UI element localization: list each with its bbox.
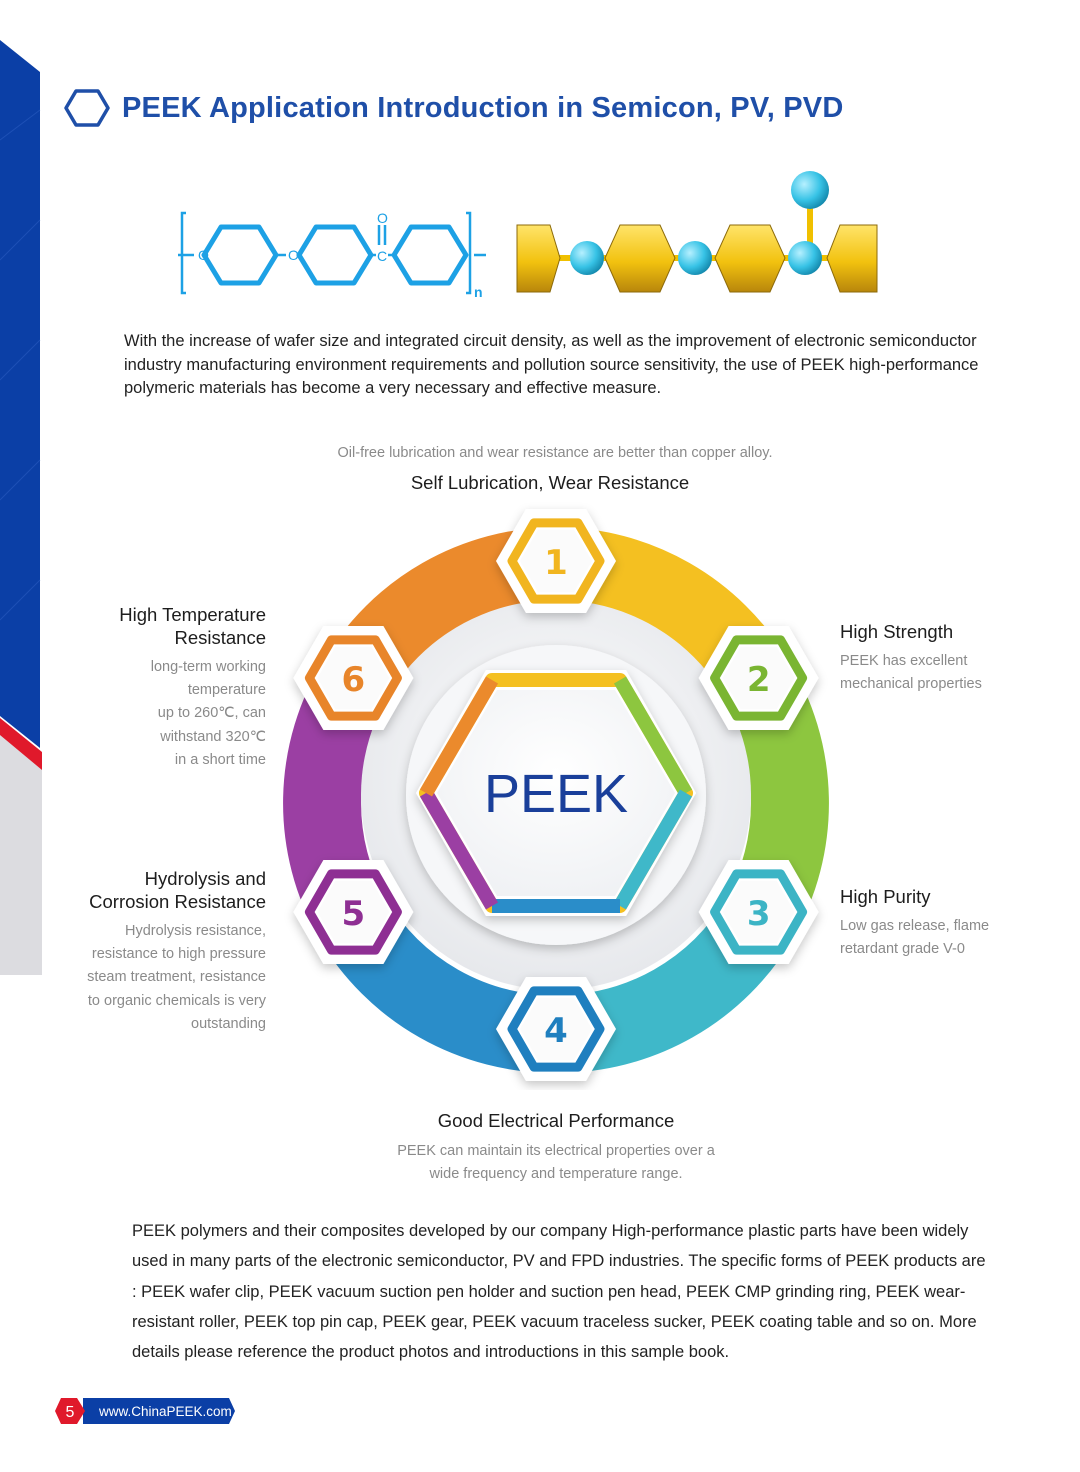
feature-3-number: 3 [746, 894, 771, 934]
feature-4-description [300, 1140, 812, 1186]
feature-2-desc-line: PEEK has excellent [840, 653, 968, 669]
atom-c: C [377, 248, 388, 264]
feature-4-desc-line: wide frequency and temperature range. [429, 1166, 683, 1183]
feature-2-title: High Strength [840, 621, 954, 642]
feature-5-number: 5 [341, 894, 366, 934]
feature-4-title: Good Electrical Performance [437, 1110, 675, 1131]
side-decoration-band [0, 0, 42, 980]
page-title: PEEK Application Introduction in Semicon, PV, PVD [122, 92, 844, 124]
page-number: 5 [65, 1404, 75, 1421]
feature-4-block [300, 1109, 812, 1186]
footer-badge [55, 1396, 240, 1426]
feature-6-number: 6 [341, 660, 366, 700]
atom-o-1: O [198, 247, 209, 263]
website-link[interactable]: www.ChinaPEEK.com [99, 1404, 232, 1419]
feature-5-desc-line: Hydrolysis resistance, [124, 923, 266, 939]
intro-paragraph: With the increase of wafer size and integrated circuit density, as well as the improvement of electronic semiconductor industry manufacturing environment requirements and pollution source sensitivity, the use of PEEK high-performance polymeric materials has become a very necessary and effective measure. [124, 332, 979, 397]
feature-5-block [60, 867, 266, 1036]
feature-5-title-line: Corrosion Resistance [89, 891, 266, 912]
subscript-n: n [474, 284, 483, 300]
feature-5-desc-line: to organic chemicals is very [87, 992, 266, 1009]
peek-chemical-formula [176, 205, 492, 300]
feature-2-block [840, 620, 1040, 696]
feature-1-description: Oil-free lubrication and wear resistance are better than copper alloy. [337, 445, 773, 461]
feature-3-title: High Purity [840, 886, 931, 907]
atom-o-3: O [377, 210, 388, 226]
feature-2-desc-line: mechanical properties [840, 676, 982, 693]
feature-2-description [840, 650, 1040, 696]
feature-3-desc-line: Low gas release, flame [840, 918, 990, 934]
feature-6-block [60, 603, 266, 772]
feature-4-number: 4 [544, 1011, 568, 1051]
feature-6-description [60, 656, 266, 772]
feature-5-title [60, 867, 266, 913]
feature-6-desc-line: in a short time [174, 751, 266, 768]
feature-2-number: 2 [746, 660, 771, 700]
feature-6-title-line: High Temperature [119, 604, 266, 625]
feature-5-description [60, 920, 266, 1036]
feature-3-description [840, 915, 1050, 961]
feature-4-desc-line: PEEK can maintain its electrical properties over a [397, 1143, 715, 1159]
feature-6-desc-line: up to 260℃, can [157, 705, 266, 722]
feature-5-desc-line: outstanding [191, 1015, 266, 1032]
feature-3-desc-line: retardant grade V-0 [840, 941, 965, 958]
feature-5-title-line: Hydrolysis and [144, 868, 266, 889]
molecular-model-image [515, 170, 880, 300]
feature-3-block [840, 885, 1050, 961]
feature-6-title [60, 603, 266, 649]
hexagon-outline-icon [64, 88, 110, 128]
peek-properties-diagram [270, 500, 850, 1090]
atom-o-2: O [288, 247, 299, 263]
feature-6-desc-line: withstand 320℃ [160, 728, 266, 745]
feature-6-desc-line: long-term working [150, 659, 266, 675]
feature-6-title-line: Resistance [174, 627, 266, 648]
feature-1-title: Self Lubrication, Wear Resistance [410, 472, 690, 493]
feature-5-desc-line: steam treatment, resistance [87, 969, 266, 986]
feature-1-number: 1 [544, 543, 568, 583]
feature-6-desc-line: temperature [187, 682, 266, 699]
products-paragraph: PEEK polymers and their composites developed by our company High-performance plastic parts have been widely used in many parts of the electronic semiconductor, PV and FPD industries. The specific forms of PEEK products are : PEEK wafer clip, PEEK vacuum suction pen holder and suction pen head, PEEK CMP grinding ring, PEEK wear-resistant roller, PEEK top pin cap, PEEK gear, PEEK vacuum traceless sucker, PEEK coating table and so on. More details please reference the product photos and introductions in this sample book. [132, 1222, 986, 1362]
feature-5-desc-line: resistance to high pressure [91, 946, 266, 963]
peek-center-label: PEEK [483, 764, 629, 824]
